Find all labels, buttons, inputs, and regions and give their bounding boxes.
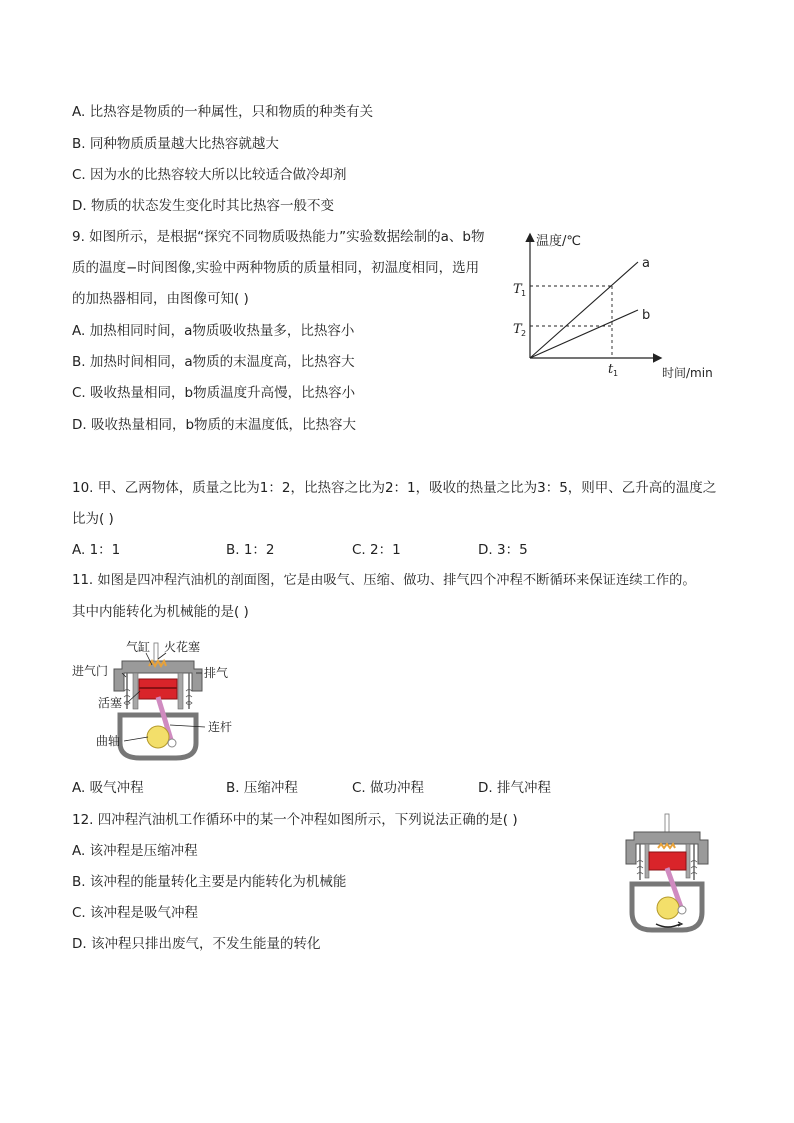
- q11-stem-line2: 其中内能转化为机械能的是( ): [72, 604, 249, 620]
- q11-stem-line1: 11. 如图是四冲程汽油机的剖面图，它是由吸气、压缩、做功、排气四个冲程不断循环来保证连续工作的。: [72, 573, 696, 588]
- q8-option-a: A. 比热容是物质的一种属性，只和物质的种类有关: [72, 104, 374, 120]
- q10-stem-line1: 10. 甲、乙两物体，质量之比为1：2，比热容之比为2：1，吸收的热量之比为3：5，则甲、乙升高的温度之: [72, 480, 717, 496]
- q11-option-b: B. 压缩冲程: [226, 780, 298, 796]
- line-b-label: b: [642, 308, 651, 323]
- q12-option-c: C. 该冲程是吸气冲程: [72, 905, 199, 921]
- q11-options: [72, 779, 592, 797]
- t1-subscript: 1: [613, 369, 619, 378]
- label-connecting-rod: 连杆: [208, 720, 233, 734]
- label-exhaust: 排气: [204, 666, 229, 680]
- q12-stem-line1: 12. 四冲程汽油机工作循环中的某一个冲程如图所示，下列说法正确的是( ): [72, 812, 518, 828]
- q10-option-a: A. 1：1: [72, 542, 121, 558]
- q9-temperature-time-graph: [505, 225, 735, 385]
- q12-option-a: A. 该冲程是压缩冲程: [72, 843, 198, 859]
- label-spark-plug: 火花塞: [164, 640, 201, 654]
- t1-label: t: [608, 362, 614, 377]
- q12-engine-diagram: [620, 812, 715, 937]
- q11-option-a: A. 吸气冲程: [72, 780, 144, 796]
- q9-stem-line1: 9. 如图所示，是根据“探究不同物质吸热能力”实验数据绘制的a、b物: [72, 229, 485, 245]
- q11-option-c: C. 做功冲程: [352, 780, 425, 796]
- T2-subscript: 2: [521, 329, 527, 338]
- line-a-label: a: [642, 256, 650, 271]
- T1-subscript: 1: [521, 289, 527, 298]
- q9-stem-line2: 质的温度−时间图像,实验中两种物质的质量相同，初温度相同，选用: [72, 260, 480, 276]
- label-piston: 活塞: [98, 696, 123, 710]
- x-axis-label: 时间/min: [662, 366, 713, 380]
- line-b: [530, 310, 638, 358]
- q12-option-d: D. 该冲程只排出废气，不发生能量的转化: [72, 936, 321, 952]
- q11-engine-diagram: [70, 633, 245, 763]
- q12-option-b: B. 该冲程的能量转化主要是内能转化为机械能: [72, 874, 347, 890]
- q8-option-c: C. 因为水的比热容较大所以比较适合做冷却剂: [72, 167, 347, 183]
- label-intake-valve: 进气门: [72, 664, 109, 678]
- q10-stem-line2: 比为( ): [72, 511, 114, 527]
- q11-option-d: D. 排气冲程: [478, 780, 551, 796]
- T2-label: T: [513, 322, 522, 337]
- q10-options: [72, 541, 592, 559]
- label-crankshaft: 曲轴: [96, 734, 121, 748]
- q9-option-c: C. 吸收热量相同，b物质温度升高慢，比热容小: [72, 385, 356, 401]
- label-cylinder: 气缸: [126, 640, 151, 654]
- y-axis-label: 温度/℃: [536, 234, 581, 249]
- q9-option-a: A. 加热相同时间，a物质吸收热量多，比热容小: [72, 323, 355, 339]
- line-a: [530, 262, 638, 358]
- q10-option-b: B. 1：2: [226, 542, 275, 558]
- T1-label: T: [513, 282, 522, 297]
- q8-option-b: B. 同种物质质量越大比热容就越大: [72, 136, 279, 152]
- q9-option-b: B. 加热时间相同，a物质的末温度高，比热容大: [72, 354, 355, 370]
- q9-stem-line3: 的加热器相同，由图像可知( ): [72, 291, 249, 307]
- q10-option-d: D. 3：5: [478, 542, 528, 558]
- q8-option-d: D. 物质的状态发生变化时其比热容一般不变: [72, 198, 334, 214]
- q9-option-d: D. 吸收热量相同，b物质的末温度低，比热容大: [72, 417, 357, 433]
- q10-option-c: C. 2：1: [352, 542, 401, 558]
